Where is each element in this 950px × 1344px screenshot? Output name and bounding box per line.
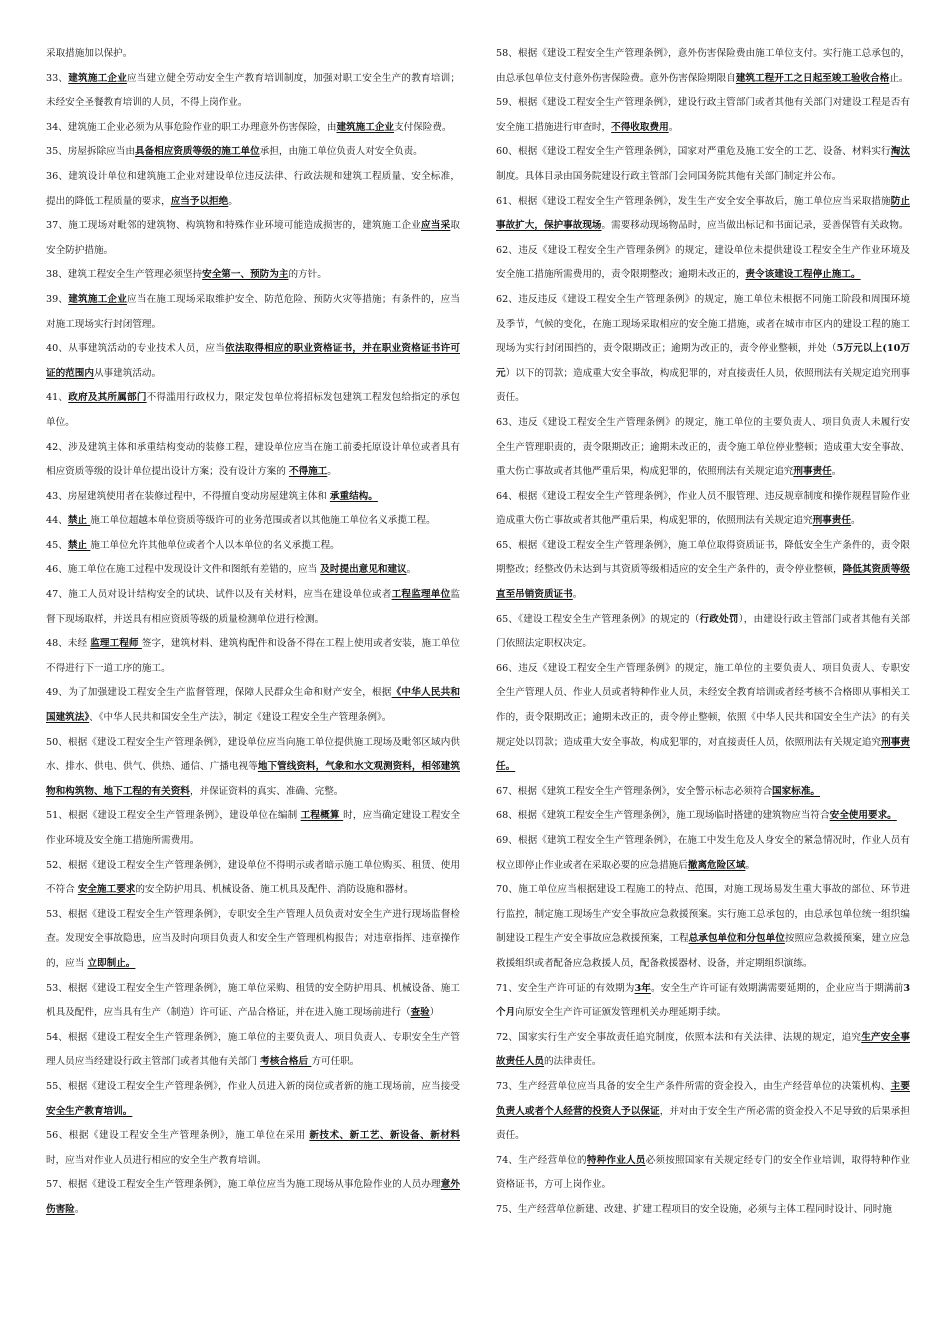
bold-text: 5万元以上(10万元 xyxy=(496,343,910,379)
body-text: 。 xyxy=(327,466,337,478)
list-item xyxy=(46,386,460,435)
list-item xyxy=(46,214,460,263)
answer-key-text: 3年 xyxy=(634,982,651,994)
answer-key-text: 撤离危险区域 xyxy=(687,859,746,871)
body-text: 48、未经 xyxy=(46,638,91,650)
list-item xyxy=(496,91,910,140)
answer-key-text: 具备相应资质等级的施工单位 xyxy=(134,146,260,158)
body-text: 按照应急救援预案，建立应急救援组织或者配备应急救援人员，配备救援器材、设备，并定期组织演练。 xyxy=(496,933,910,969)
list-item xyxy=(496,42,910,91)
answer-key-text: 工程概算 xyxy=(300,810,344,822)
left-column xyxy=(46,42,460,1332)
body-text: 必须按照国家有关规定经专门的安全作业培训，取得特种作业资格证书，方可上岗作业。 xyxy=(496,1154,910,1191)
list-item xyxy=(46,42,460,67)
body-text: 72、国家实行生产安全事故责任追究制度，依照本法和有关法律、法规的规定，追究 xyxy=(496,1031,862,1043)
answer-key-text: 刑事责任 xyxy=(793,466,832,478)
body-text: 64、根据《建设工程安全生产管理条例》，作业人员不服管理、违反规章制度和操作规程冒险作业造成重大伤亡事故或者其他严重后果，构成犯罪的，依照刑法有关规定追究 xyxy=(496,490,910,527)
body-text: 70、施工单位应当根据建设工程施工的特点、范围，对施工现场易发生重大事故的部位、环节进行监控，制定施工现场生产安全事故应急救援预案。实行施工总承包的，由总承包单位统一组织编制建设工程生产安全事故应急救援预案，工程 xyxy=(496,884,910,945)
list-item xyxy=(496,804,910,829)
list-item xyxy=(46,263,460,288)
body-text: 的方针。 xyxy=(288,269,327,281)
answer-key-text: 依法取得相应的职业资格证书，并在职业资格证书许可证的范围内 xyxy=(46,343,460,379)
body-text: 75、生产经营单位新建、改建、扩建工程项目的安全设施，必须与主体工程同时设计、同时施 xyxy=(496,1203,892,1215)
answer-key-text: 工程监理单位 xyxy=(391,589,451,601)
answer-key-text: 主要负责人或者个人经营的投资人予以保证 xyxy=(496,1080,910,1117)
body-text: 承担，由施工单位负责人对安全负责。 xyxy=(259,146,423,158)
list-item xyxy=(46,436,460,485)
body-text: 33、 xyxy=(46,72,69,84)
list-item xyxy=(46,1173,460,1222)
body-text: 62、违反违反《建设工程安全生产管理条例》的规定，施工单位未根据不同施工阶段和周围环境及季节，气候的变化，在施工现场采取相应的安全施工措施，或者在城市市区内的建设工程的施工现场为实行封闭围挡的，责令限期改正；逾期为改正的，责令停业整顿，并处（ xyxy=(496,293,910,355)
list-item xyxy=(46,116,460,141)
body-text: 65、根据《建设工程安全生产管理条例》，施工单位取得资质证书，降低安全生产条件的，责令限期整改；经整改仍未达到与其资质等级相适应的安全生产条件的，责令停业整顿， xyxy=(496,539,910,576)
list-item xyxy=(46,681,460,730)
list-item xyxy=(46,583,460,632)
answer-key-text: 淘汰 xyxy=(890,146,910,158)
body-text: 。 xyxy=(228,195,238,207)
body-text: 58、根据《建设工程安全生产管理条例》，意外伤害保险费由施工单位支付。实行施工总承包的，由总承包单位支付意外伤害保险费。意外伤害保险期限自 xyxy=(496,48,910,84)
answer-key-text: 禁止 xyxy=(67,515,91,527)
body-text: 的法律责任。 xyxy=(543,1056,602,1068)
list-item xyxy=(496,1198,910,1223)
body-text: 69、根据《建筑工程安全生产管理条例》，在施工中发生危及人身安全的紧急情况时，作业人员有权立即停止作业或者在采取必要的应急措施后 xyxy=(496,835,910,871)
answer-key-text: 新技术、新工艺、新设备、新材料 xyxy=(309,1130,460,1142)
list-item xyxy=(46,903,460,977)
body-text: 50、根据《建设工程安全生产管理条例》，建设单位应当向施工单位提供施工现场及毗邻区域内供水、排水、供电、供气、供热、通信、广播电视等 xyxy=(46,736,460,773)
bold-text: 行政处罚 xyxy=(699,613,739,625)
bold-text: 3个月 xyxy=(496,982,910,1019)
body-text: 68、根据《建筑工程安全生产管理条例》，施工现场临时搭建的建筑物应当符合 xyxy=(496,810,830,822)
body-text: ），由建设行政主管部门或者其他有关部门依照法定职权决定。 xyxy=(496,613,910,650)
answer-key-text: 查验 xyxy=(410,1007,430,1019)
body-text: 52、根据《建设工程安全生产管理条例》，建设单位不得明示或者暗示施工单位购买、租赁、使用不符合 xyxy=(46,859,460,896)
body-text: 从事建筑活动。 xyxy=(93,367,162,379)
body-text: 45、 xyxy=(46,539,68,551)
right-column xyxy=(496,42,910,1332)
list-item xyxy=(496,829,910,878)
body-text: 取安全防护措施。 xyxy=(46,220,460,256)
list-item xyxy=(46,854,460,903)
list-item xyxy=(46,509,460,534)
list-item xyxy=(46,140,460,165)
list-item xyxy=(496,878,910,976)
body-text: 56、根据《建设工程安全生产管理条例》，施工单位在采用 xyxy=(46,1130,310,1142)
answer-key-text: 承重结构。 xyxy=(329,490,378,502)
body-text: 73、生产经营单位应当具备的安全生产条件所需的资金投入，由生产经营单位的决策机构、 xyxy=(496,1080,891,1092)
body-text: 51、根据《建设工程安全生产管理条例》，建设单位在编制 xyxy=(46,810,301,822)
body-text: ，并保证资料的真实、准确、完整。 xyxy=(189,785,344,797)
body-text: 监督下现场取样，并送具有相应资质等级的质量检测单位进行检测。 xyxy=(46,589,460,625)
body-text: ） xyxy=(429,1007,440,1019)
list-item xyxy=(46,288,460,337)
list-item xyxy=(496,1149,910,1198)
list-item xyxy=(46,804,460,853)
body-text: 66、违反《建设工程安全生产管理条例》的规定，施工单位的主要负责人、项目负责人、专职安全生产管理人员、作业人员或者特种作业人员，未经安全教育培训或者经考核不合格即从事相关工作的，责令限期改正；逾期未改正的，责令停止整顿，依照《中华人民共和国安全生产法》的有关规定处以罚款；造成重大安全事故，构成犯罪的，对直接责任人员，依照刑法有关规定追究 xyxy=(496,662,910,748)
list-item xyxy=(46,977,460,1026)
answer-key-text: 不得收取费用 xyxy=(611,121,669,133)
answer-key-text: 建筑工程开工之日起至竣工验收合格 xyxy=(735,72,890,84)
body-text: 62、违反《建设工程安全生产管理条例》的规定，建设单位未提供建设工程安全生产作业环境及安全施工措施所需费用的，责令限期整改；逾期未改正的， xyxy=(496,244,910,281)
body-text: 67、根据《建筑工程安全生产管理条例》，安全警示标志必须符合 xyxy=(496,785,773,797)
answer-key-text: 责令该建设工程停止施工。 xyxy=(745,269,861,281)
body-text: 不得滥用行政权力，限定发包单位将招标发包建筑工程发包给指定的承包单位。 xyxy=(46,392,460,428)
answer-key-text: 刑事责任 xyxy=(812,515,851,527)
body-text: 53、根据《建设工程安全生产管理条例》，施工单位采购、租赁的安全防护用具、机械设备、施工机具及配件，应当具有生产（制造）许可证、产品合格证，并在进入施工现场前进行（ xyxy=(46,982,460,1019)
answer-key-text: 特种作业人员 xyxy=(586,1154,646,1166)
body-text: 41、 xyxy=(46,392,69,404)
body-text: 42、涉及建筑主体和承重结构变动的装修工程，建设单位应当在施工前委托原设计单位或者具有相应资质等级的设计单位提出设计方案；没有设计方案的 xyxy=(46,441,460,478)
answer-key-text: 监理工程师 xyxy=(90,638,142,650)
body-text: 74、生产经营单位的 xyxy=(496,1154,587,1166)
list-item xyxy=(496,239,910,288)
list-item xyxy=(46,485,460,510)
body-text: 38、建筑工程安全生产管理必须坚持 xyxy=(46,269,203,281)
list-item xyxy=(496,411,910,485)
body-text: 时，应当对作业人员进行相应的安全生产教育培训。 xyxy=(46,1154,267,1166)
list-item xyxy=(46,1124,460,1173)
list-item xyxy=(46,67,460,116)
body-text: ，并对由于安全生产所必需的资金投入不足导致的后果承担责任。 xyxy=(496,1105,910,1142)
answer-key-text: 禁止 xyxy=(67,539,91,551)
answer-key-text: 安全使用要求。 xyxy=(829,810,897,822)
answer-key-text: 安全第一、预防为主 xyxy=(202,269,289,281)
body-text: 的安全防护用具、机械设备、施工机具及配件、消防设施和器材。 xyxy=(135,884,414,896)
answer-key-text: 安全施工要求 xyxy=(77,884,136,896)
body-text: 施工单位允许其他单位或者个人以本单位的名义承揽工程。 xyxy=(90,539,340,551)
body-text: 40、从事建筑活动的专业技术人员，应当 xyxy=(46,343,226,355)
body-text: 、《中华人民共和国安全生产法》，制定《建设工程安全生产管理条例》。 xyxy=(89,712,392,724)
body-text: 。 xyxy=(850,515,861,527)
answer-key-text: 建筑施工企业 xyxy=(68,72,128,84)
body-text: 施工单位超越本单位资质等级许可的业务范围或者以其他施工单位名义承揽工程。 xyxy=(90,515,436,527)
body-text: 。需要移动现场物品时，应当做出标记和书面记录，妥善保管有关政物。 xyxy=(601,220,909,232)
body-text: 39、 xyxy=(46,293,69,305)
list-item xyxy=(46,731,460,805)
body-text: ）以下的罚款；造成重大安全事故，构成犯罪的，对直接责任人员，依照刑法有关规定追究刑事责任。 xyxy=(496,367,910,404)
answer-key-text: 刑事责任。 xyxy=(496,736,910,773)
body-text: 采取措施加以保护。 xyxy=(46,48,133,59)
body-text: 55、根据《建设工程安全生产管理条例》，作业人员进入新的岗位或者新的施工现场前，应当接受 xyxy=(46,1080,460,1092)
list-item xyxy=(496,485,910,534)
body-text: 。安全生产许可证有效期满需要延期的，企业应当于期满前 xyxy=(650,982,904,994)
answer-key-text: 国家标准。 xyxy=(772,785,821,797)
document-page xyxy=(46,42,910,1332)
body-text: 。 xyxy=(831,466,842,478)
body-text: 。 xyxy=(406,564,417,576)
body-text: 方可任职。 xyxy=(311,1056,360,1068)
answer-key-text: 及时提出意见和建议 xyxy=(320,564,407,576)
body-text: 签字，建筑材料、建筑构配件和设备不得在工程上使用或者安装，施工单位不得进行下一道工序的施工。 xyxy=(46,638,460,674)
answer-key-text: 防止事故扩大，保护事故现场 xyxy=(496,195,910,232)
answer-key-text: 应当予以拒绝 xyxy=(170,195,229,207)
list-item xyxy=(496,608,910,657)
body-text: 71、安全生产许可证的有效期为 xyxy=(496,982,635,994)
list-item xyxy=(496,780,910,805)
body-text: 43、房屋建筑使用者在装修过程中，不得擅自变动房屋建筑主体和 xyxy=(46,490,330,502)
body-text: 。 xyxy=(74,1203,85,1215)
body-text: 应当建立健全劳动安全生产教育培训制度，加强对职工安全生产的教育培训；未经安全圣餐教育培训的人员，不得上岗作业。 xyxy=(46,72,460,109)
body-text: 制度。具体目录由国务院建设行政主管部门会同国务院其他有关部门制定并公布。 xyxy=(496,170,842,182)
body-text: 。 xyxy=(745,859,756,871)
answer-key-text: 地下管线资料，气象和水文观测资料，相邻建筑物和构筑物、地下工程的有关资料 xyxy=(46,761,460,797)
answer-key-text: 意外伤害险 xyxy=(46,1179,460,1215)
body-text: 。 xyxy=(572,589,583,601)
body-text: 支付保险费。 xyxy=(394,121,452,133)
body-text: 53、根据《建设工程安全生产管理条例》，专职安全生产管理人员负责对安全生产进行现场监督检查。发现安全事故隐患，应当及时向项目负责人和安全生产管理机构报告；对违章指挥、违章操作的，应当 xyxy=(46,908,460,969)
list-item xyxy=(46,1026,460,1075)
body-text: 36、建筑设计单位和建筑施工企业对建设单位违反法律、行政法规和建筑工程质量、安全标准，提出的降低工程质量的要求， xyxy=(46,170,460,207)
list-item xyxy=(46,165,460,214)
body-text: 向原安全生产许可证颁发管理机关办理延期手续。 xyxy=(515,1007,727,1019)
list-item xyxy=(46,534,460,559)
answer-key-text: 应当采 xyxy=(421,220,451,232)
list-item xyxy=(496,977,910,1026)
list-item xyxy=(496,1026,910,1075)
body-text: 60、根据《建设工程安全生产管理条例》，国家对严重危及施工安全的工艺、设备、材料实行 xyxy=(496,146,891,158)
body-text: 。 xyxy=(668,121,679,133)
answer-key-text: 立即制止。 xyxy=(87,957,136,969)
list-item xyxy=(46,1075,460,1124)
list-item xyxy=(496,1075,910,1149)
answer-key-text: 建筑施工企业 xyxy=(336,121,394,133)
answer-key-text: 不得施工 xyxy=(288,466,328,478)
list-item xyxy=(496,288,910,411)
answer-key-text: 考核合格后 xyxy=(260,1056,312,1068)
body-text: 44、 xyxy=(46,515,68,527)
body-text: 37、施工现场对毗邻的建筑物、构筑物和特殊作业环境可能造成损害的，建筑施工企业 xyxy=(46,220,421,232)
list-item xyxy=(496,190,910,239)
list-item xyxy=(496,140,910,189)
body-text: 时，应当确定建设工程安全作业环境及安全施工措施所需费用。 xyxy=(46,810,460,846)
list-item xyxy=(46,632,460,681)
body-text: 34、建筑施工企业必须为从事危险作业的职工办理意外伤害保险，由 xyxy=(46,121,337,133)
body-text: 止。 xyxy=(889,72,909,84)
body-text: 59、根据《建设工程安全生产管理条例》，建设行政主管部门或者其他有关部门对建设工程是否有安全施工措施进行审查时， xyxy=(496,97,910,133)
answer-key-text: 降低其资质等级直至吊销资质证书 xyxy=(496,564,910,601)
body-text: 应当在施工现场采取维护安全、防范危险、预防火灾等措施；有条件的，应当对施工现场实行封闭管理。 xyxy=(46,293,460,330)
body-text: 61、根据《建设工程安全生产管理条例》，发生生产安全安全事故后，施工单位应当采取措施 xyxy=(496,195,891,207)
body-text: 49、为了加强建设工程安全生产监督管理，保障人民群众生命和财产安全，根据 xyxy=(46,687,392,699)
list-item xyxy=(46,558,460,583)
answer-key-text: 建筑施工企业 xyxy=(68,293,128,305)
body-text: 47、施工人员对设计结构安全的试块、试件以及有关材料，应当在建设单位或者 xyxy=(46,589,392,601)
body-text: 54、根据《建设工程安全生产管理条例》，施工单位的主要负责人、项目负责人、专职安全生产管理人员应当经建设行政主管部门或者其他有关部门 xyxy=(46,1031,460,1068)
answer-key-text: 总承包单位和分包单位 xyxy=(688,933,785,945)
answer-key-text: 政府及其所属部门 xyxy=(68,392,147,404)
list-item xyxy=(496,534,910,608)
body-text: 35、房屋拆除应当由 xyxy=(46,146,135,158)
answer-key-text: 《中华人民共和国建筑法》 xyxy=(46,687,460,724)
body-text: 57、根据《建设工程安全生产管理条例》，施工单位应当为施工现场从事危险作业的人员办理 xyxy=(46,1179,441,1191)
body-text: 46、施工单位在施工过程中发现设计文件和图纸有差错的，应当 xyxy=(46,564,321,576)
list-item xyxy=(46,337,460,386)
answer-key-text: 生产安全事故责任人员 xyxy=(496,1031,910,1068)
body-text: 65、《建设工程安全生产管理条例》的规定的（ xyxy=(496,613,700,625)
answer-key-text: 安全生产教育培训。 xyxy=(46,1105,133,1117)
body-text: 63、违反《建设工程安全生产管理条例》的规定，施工单位的主要负责人、项目负责人未履行安全生产管理职责的，责令限期改正；逾期未改正的，责令施工单位停业整顿；造成重大安全事故、重大伤亡事故或者其他严重后果，构成犯罪的，依照刑法有关规定追究 xyxy=(496,416,910,478)
list-item xyxy=(496,657,910,780)
